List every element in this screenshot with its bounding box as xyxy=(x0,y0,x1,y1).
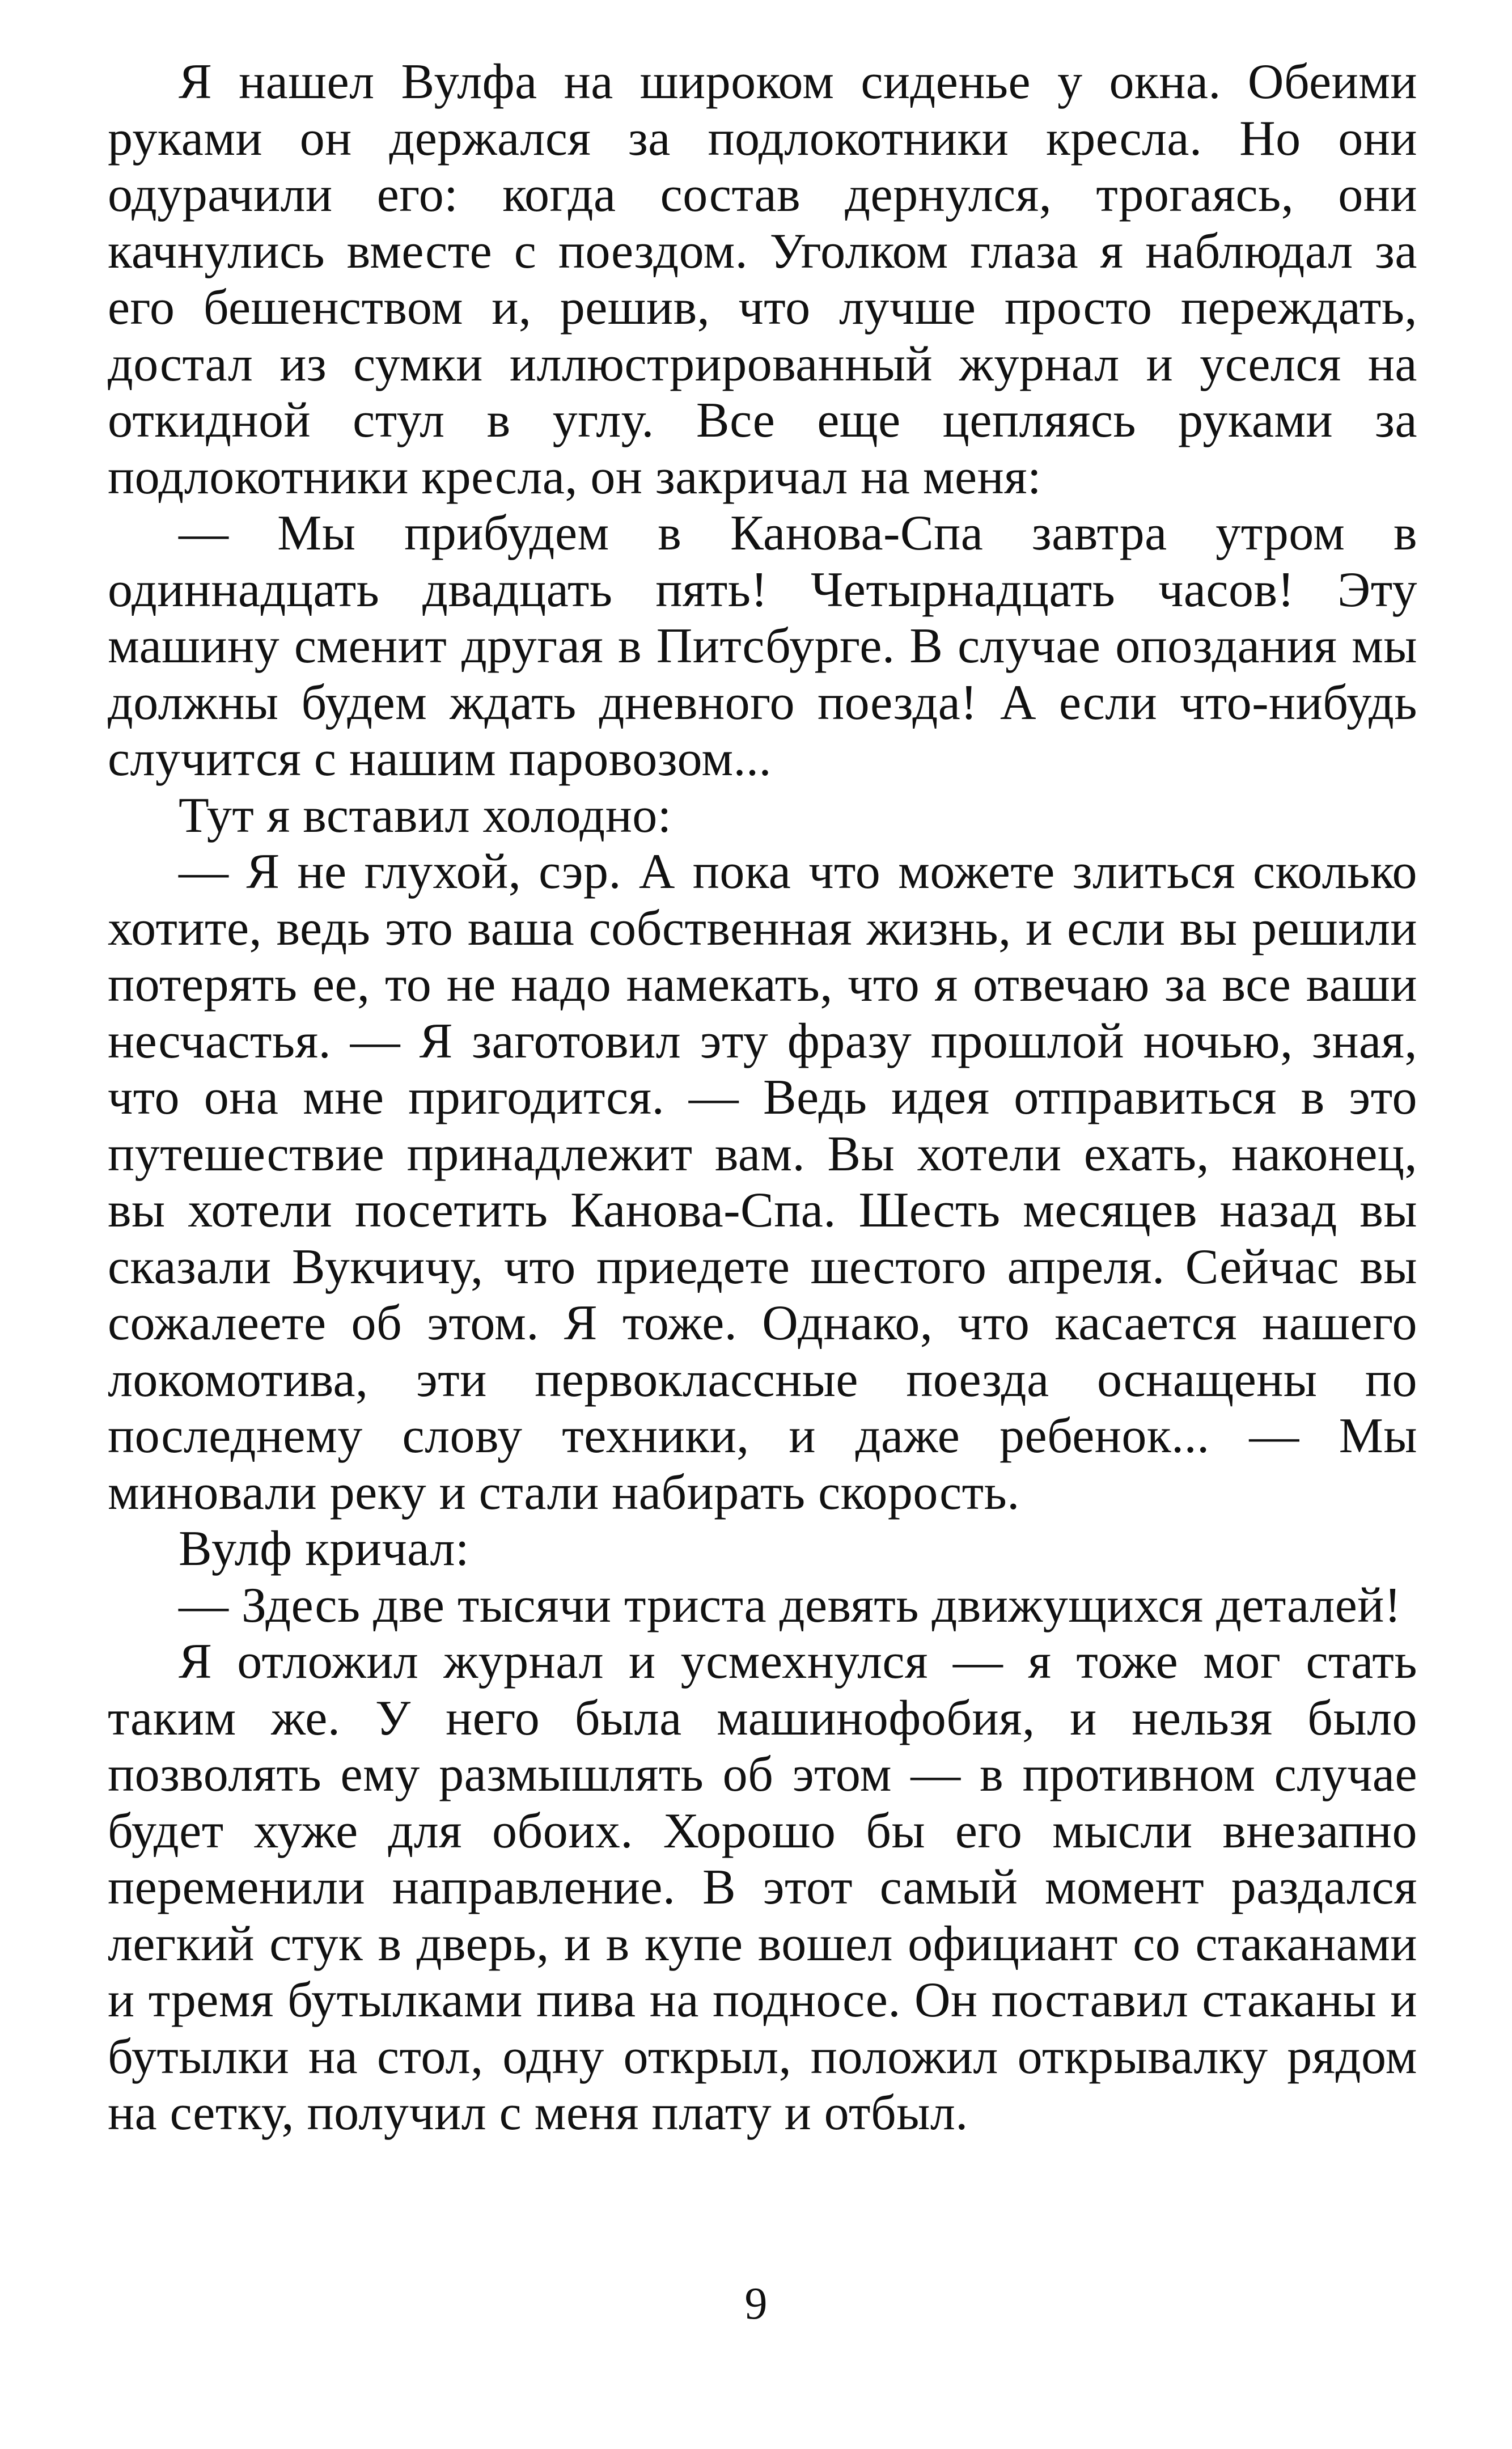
paragraph-3: Тут я вставил холодно: xyxy=(179,788,672,843)
paragraph-4: — Я не глухой, сэр. А пока что можете злиться сколько хотите, ведь это ваша собственная жизнь, и если вы решили потерять ее, то не надо намекать, что я отвечаю за все ваши несчастья. — Я заготовил эту фразу прошлой ночью, зная, что она мне пригодится. — Ведь идея отправиться в это путешествие принадлежит вам. Вы хотели ехать, наконец, вы хотели посетить Канова-Спа. Шесть месяцев назад вы сказали Вукчичу, что приедете шестого апреля. Сейчас вы сожалеете об этом. Я тоже. Однако, что касается нашего локомотива, эти первоклассные поезда оснащены по последнему слову техники, и даже ребенок... — Мы миновали реку и стали набирать скорость. xyxy=(108,844,1417,1520)
paragraph-7: Я отложил журнал и усмехнулся — я тоже мог стать таким же. У него была машинофобия, и нельзя было позволять ему размышлять об этом — в противном случае будет хуже для обоих. Хорошо бы его мысли внезапно переменили направление. В этот самый момент раздался легкий стук в дверь, и в купе вошел официант со стаканами и тремя бутылками пива на подносе. Он поставил стаканы и бутылки на стол, одну открыл, положил открывалку рядом на сетку, получил с меня плату и отбыл. xyxy=(108,1634,1417,2141)
book-page xyxy=(108,54,1417,2407)
page-number: 9 xyxy=(744,2279,768,2329)
paragraph-2: — Мы прибудем в Канова-Спа завтра утром в одиннадцать двадцать пять! Четырнадцать часов! Эту машину сменит другая в Питсбурге. В случае опоздания мы должны будем ждать дневного поезда! А если что-нибудь случится с нашим паровозом... xyxy=(108,506,1417,786)
paragraph-1: Я нашел Вулфа на широком сиденье у окна. Обеими руками он держался за подлокотники кресла. Но они одурачили его: когда состав дернулся, трогаясь, они качнулись вместе с поездом. Уголком глаза я наблюдал за его бешенством и, решив, что лучше просто переждать, достал из сумки иллюстрированный журнал и уселся на откидной стул в углу. Все еще цепляясь руками за подлокотники кресла, он закричал на меня: xyxy=(108,54,1417,505)
paragraph-6: — Здесь две тысячи триста девять движущихся деталей! xyxy=(179,1577,1401,1633)
paragraph-5: Вулф кричал: xyxy=(179,1521,469,1576)
